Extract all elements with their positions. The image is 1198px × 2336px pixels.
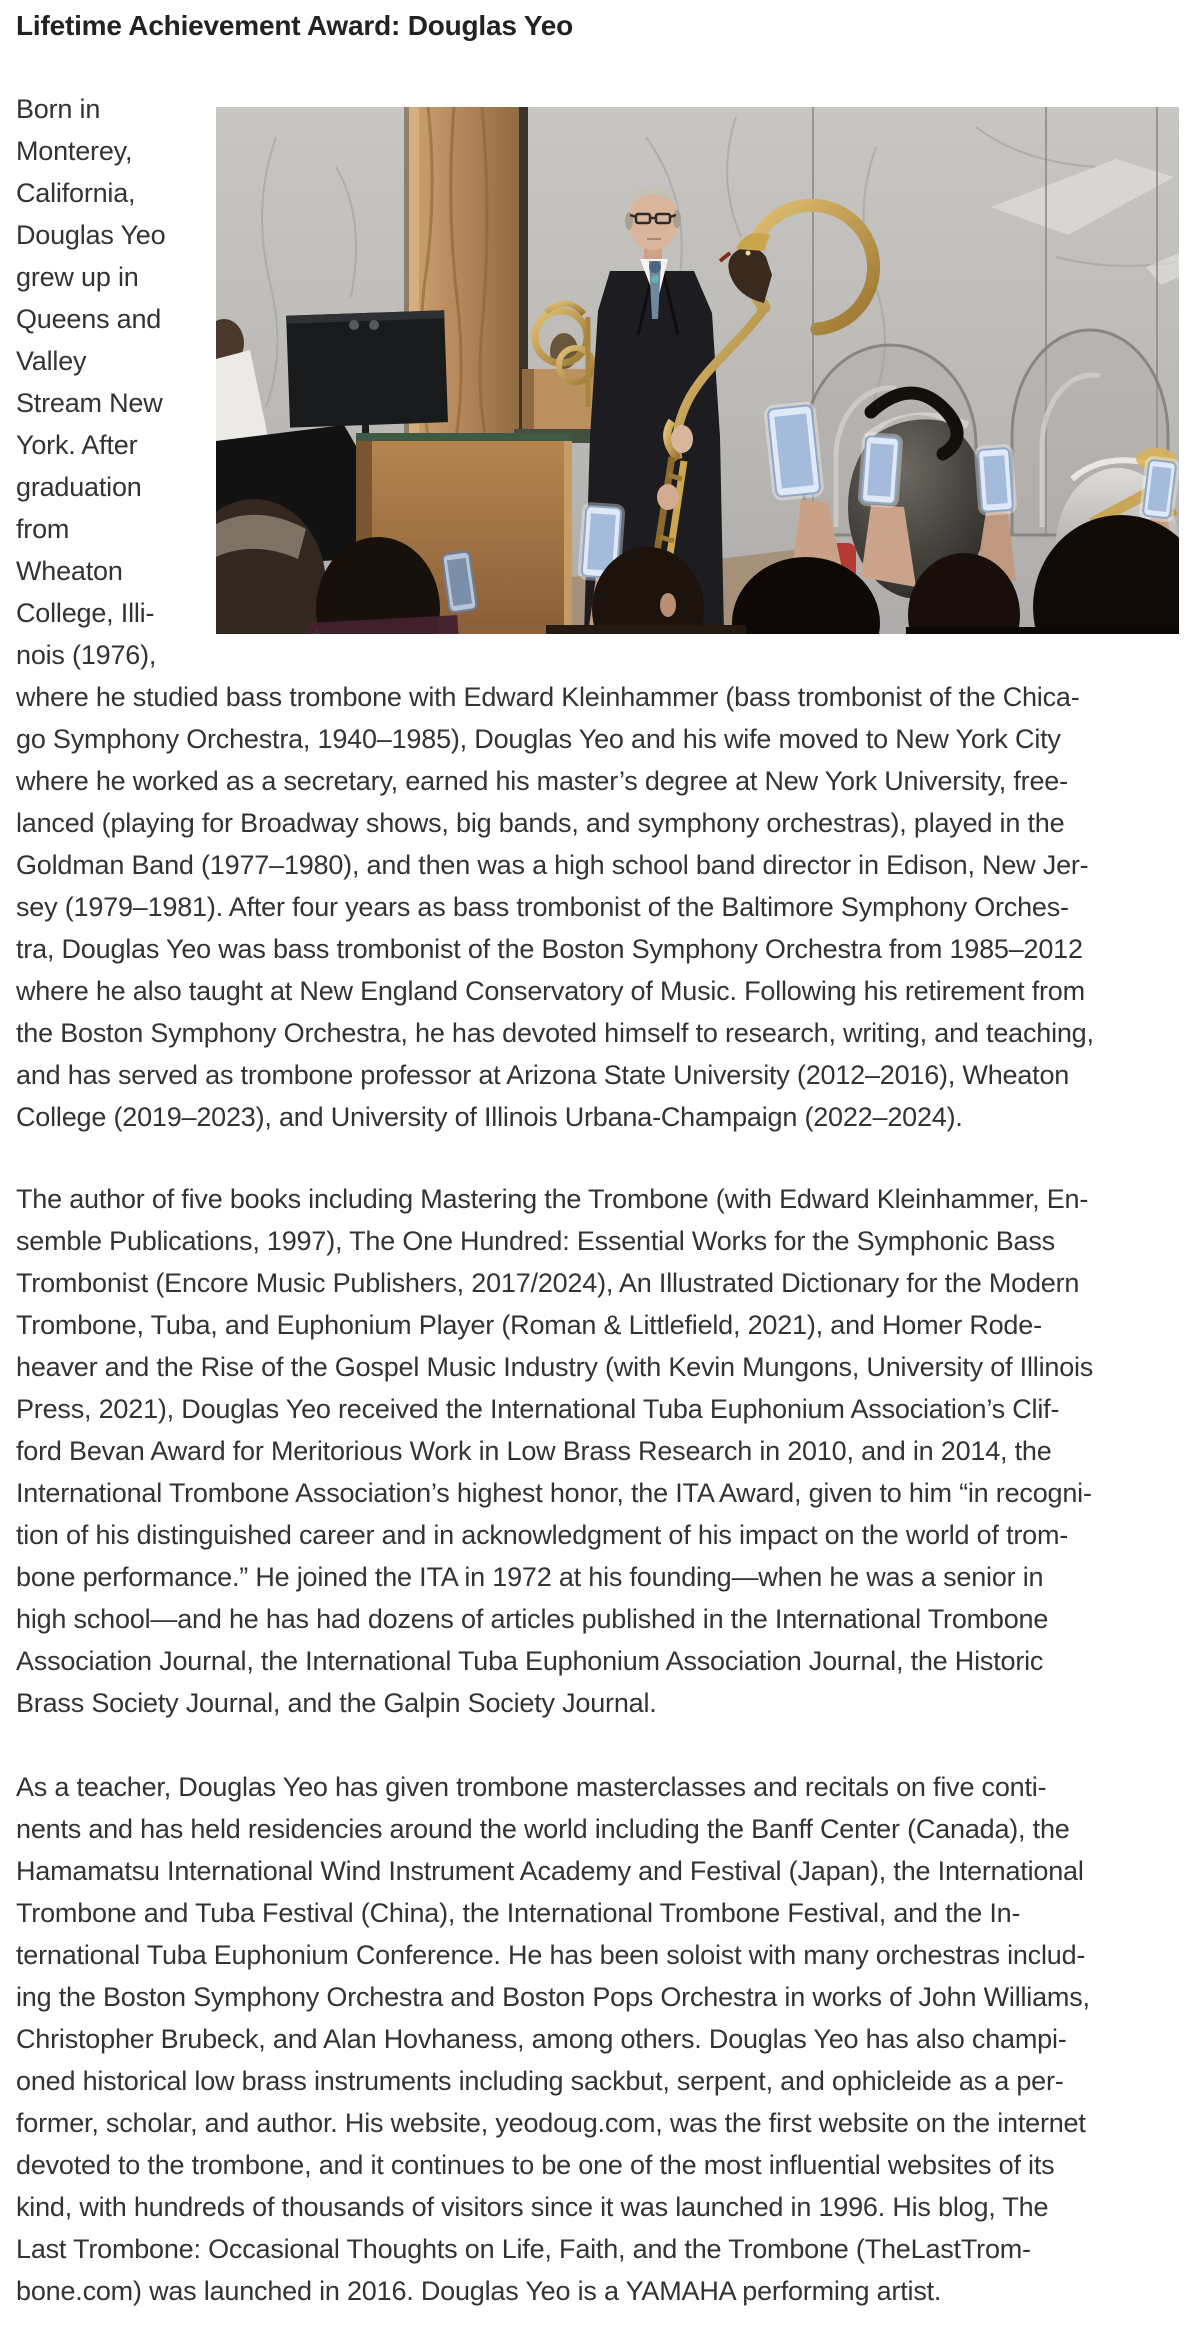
text-line: lanced (playing for Broadway shows, big bands, and symphony orchestras), played in the <box>16 808 1065 838</box>
text-line: high school—and he has had dozens of articles published in the International Trombone <box>16 1604 1049 1634</box>
text-line: go Symphony Orchestra, 1940–1985), Douglas Yeo and his wife moved to New York City <box>16 724 1061 754</box>
text-line: Valley <box>16 346 87 376</box>
text-line: Trombone and Tuba Festival (China), the International Trombone Festival, and the In- <box>16 1898 1021 1928</box>
text-line: graduation <box>16 472 142 502</box>
text-line: Christopher Brubeck, and Alan Hovhaness, among others. Douglas Yeo has also champi- <box>16 2024 1067 2054</box>
text-line: heaver and the Rise of the Gospel Music Industry (with Kevin Mungons, University of Illinois <box>16 1352 1094 1382</box>
text-line: Douglas Yeo <box>16 220 166 250</box>
text-line: devoted to the trombone, and it continues to be one of the most influential websites of its <box>16 2150 1055 2180</box>
text-line: oned historical low brass instruments including sackbut, serpent, and ophicleide as a per- <box>16 2066 1064 2096</box>
text-line: The author of five books including Mastering the Trombone (with Edward Kleinhammer, En- <box>16 1184 1089 1214</box>
text-line: International Trombone Association’s highest honor, the ITA Award, given to him “in recogni- <box>16 1478 1092 1508</box>
text-line: Wheaton <box>16 556 123 586</box>
text-line: College, Illi- <box>16 598 155 628</box>
paragraph-2 <box>16 1178 1198 1724</box>
text-line: grew up in <box>16 262 139 292</box>
paragraph-1 <box>16 88 1198 1138</box>
text-line: Queens and <box>16 304 162 334</box>
text-line: Association Journal, the International Tuba Euphonium Association Journal, the Historic <box>16 1646 1044 1676</box>
text-line: Stream New <box>16 388 163 418</box>
text-line: ford Bevan Award for Meritorious Work in Low Brass Research in 2010, and in 2014, the <box>16 1436 1052 1466</box>
text-line: from <box>16 514 70 544</box>
text-line: kind, with hundreds of thousands of visitors since it was launched in 1996. His blog, The <box>16 2192 1049 2222</box>
text-line: sey (1979–1981). After four years as bass trombonist of the Baltimore Symphony Orches- <box>16 892 1069 922</box>
text-line: Monterey, <box>16 136 133 166</box>
text-line: where he also taught at New England Conservatory of Music. Following his retirement from <box>16 976 1085 1006</box>
text-line: the Boston Symphony Orchestra, he has devoted himself to research, writing, and teaching, <box>16 1018 1094 1048</box>
text-line: where he worked as a secretary, earned his master’s degree at New York University, free- <box>16 766 1068 796</box>
text-line: tra, Douglas Yeo was bass trombonist of the Boston Symphony Orchestra from 1985–2012 <box>16 934 1083 964</box>
text-line: bone.com) was launched in 2016. Douglas Yeo is a YAMAHA performing artist. <box>16 2276 942 2306</box>
text-line: former, scholar, and author. His website, yeodoug.com, was the first website on the internet <box>16 2108 1086 2138</box>
text-line: Goldman Band (1977–1980), and then was a high school band director in Edison, New Jer- <box>16 850 1089 880</box>
text-line: and has served as trombone professor at Arizona State University (2012–2016), Wheaton <box>16 1060 1070 1090</box>
text-line: Last Trombone: Occasional Thoughts on Life, Faith, and the Trombone (TheLastTrom- <box>16 2234 1031 2264</box>
text-line: College (2019–2023), and University of Illinois Urbana-Champaign (2022–2024). <box>16 1102 963 1132</box>
page-title: Lifetime Achievement Award: Douglas Yeo <box>16 10 574 41</box>
text-line: California, <box>16 178 136 208</box>
text-line: Born in <box>16 94 101 124</box>
text-line: ternational Tuba Euphonium Conference. He has been soloist with many orchestras includ- <box>16 1940 1086 1970</box>
text-line: tion of his distinguished career and in acknowledgment of his impact on the world of trom- <box>16 1520 1069 1550</box>
text-line: York. After <box>16 430 138 460</box>
paragraph-3 <box>16 1766 1198 2312</box>
text-line: Trombonist (Encore Music Publishers, 2017/2024), An Illustrated Dictionary for the Modern <box>16 1268 1080 1298</box>
text-line: Brass Society Journal, and the Galpin Society Journal. <box>16 1688 657 1718</box>
text-line: bone performance.” He joined the ITA in 1972 at his founding—when he was a senior in <box>16 1562 1044 1592</box>
text-line: semble Publications, 1997), The One Hundred: Essential Works for the Symphonic Bass <box>16 1226 1055 1256</box>
text-line: Press, 2021), Douglas Yeo received the International Tuba Euphonium Association’s Clif- <box>16 1394 1060 1424</box>
text-line: Hamamatsu International Wind Instrument Academy and Festival (Japan), the International <box>16 1856 1084 1886</box>
text-line: Trombone, Tuba, and Euphonium Player (Roman & Littlefield, 2021), and Homer Rode- <box>16 1310 1042 1340</box>
text-line: nois (1976), <box>16 640 157 670</box>
text-line: As a teacher, Douglas Yeo has given trombone masterclasses and recitals on five conti- <box>16 1772 1047 1802</box>
text-line: where he studied bass trombone with Edward Kleinhammer (bass trombonist of the Chica- <box>16 682 1080 712</box>
text-line: ing the Boston Symphony Orchestra and Boston Pops Orchestra in works of John Williams, <box>16 1982 1090 2012</box>
text-line: nents and has held residencies around the world including the Banff Center (Canada), the <box>16 1814 1070 1844</box>
